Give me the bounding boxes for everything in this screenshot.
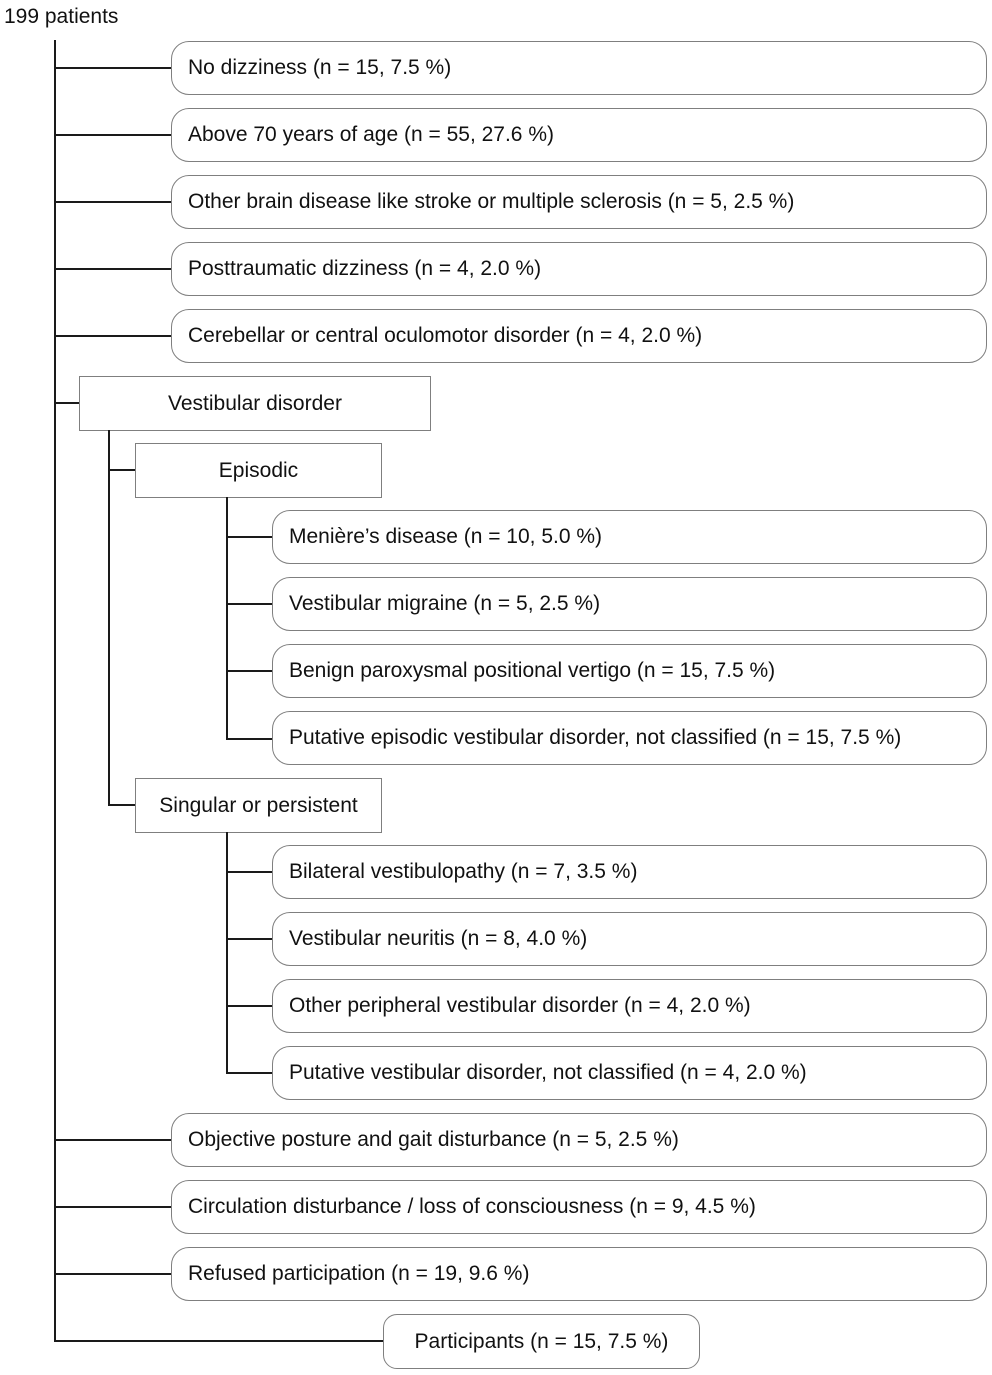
participants-box: Participants (n = 15, 7.5 %): [383, 1314, 700, 1369]
connector-line: [226, 938, 273, 940]
connector-line: [54, 1206, 172, 1208]
episodic-trunk-line: [226, 497, 228, 740]
connector-line: [226, 1005, 273, 1007]
outcome-no-dizziness: No dizziness (n = 15, 7.5 %): [171, 41, 987, 95]
episodic-vestibular-migraine: Vestibular migraine (n = 5, 2.5 %): [272, 577, 987, 631]
connector-line: [108, 469, 136, 471]
outcome-above-70: Above 70 years of age (n = 55, 27.6 %): [171, 108, 987, 162]
episodic-box: Episodic: [135, 443, 382, 498]
vestibular-trunk-line: [108, 430, 110, 806]
connector-line: [226, 738, 273, 740]
outcome-refused: Refused participation (n = 19, 9.6 %): [171, 1247, 987, 1301]
connector-line: [54, 402, 80, 404]
connector-line: [54, 201, 172, 203]
persistent-putative: Putative vestibular disorder, not classified (n = 4, 2.0 %): [272, 1046, 987, 1100]
connector-line: [226, 670, 273, 672]
root-label: 199 patients: [4, 5, 119, 28]
persistent-other-peripheral: Other peripheral vestibular disorder (n = 4, 2.0 %): [272, 979, 987, 1033]
episodic-putative: Putative episodic vestibular disorder, not classified (n = 15, 7.5 %): [272, 711, 987, 765]
connector-line: [108, 804, 136, 806]
persistent-neuritis: Vestibular neuritis (n = 8, 4.0 %): [272, 912, 987, 966]
persistent-bilateral: Bilateral vestibulopathy (n = 7, 3.5 %): [272, 845, 987, 899]
outcome-cerebellar: Cerebellar or central oculomotor disorder (n = 4, 2.0 %): [171, 309, 987, 363]
connector-line: [54, 1273, 172, 1275]
connector-line: [226, 871, 273, 873]
connector-line: [54, 1340, 384, 1342]
connector-line: [226, 1072, 273, 1074]
outcome-circulation: Circulation disturbance / loss of consciousness (n = 9, 4.5 %): [171, 1180, 987, 1234]
outcome-posttraumatic: Posttraumatic dizziness (n = 4, 2.0 %): [171, 242, 987, 296]
persistent-box: Singular or persistent: [135, 778, 382, 833]
connector-line: [54, 268, 172, 270]
outcome-posture-gait: Objective posture and gait disturbance (n = 5, 2.5 %): [171, 1113, 987, 1167]
connector-line: [54, 1139, 172, 1141]
connector-line: [226, 536, 273, 538]
connector-line: [54, 335, 172, 337]
outcome-other-brain-disease: Other brain disease like stroke or multiple sclerosis (n = 5, 2.5 %): [171, 175, 987, 229]
connector-line: [54, 67, 172, 69]
connector-line: [54, 134, 172, 136]
episodic-menieres: Menière’s disease (n = 10, 5.0 %): [272, 510, 987, 564]
vestibular-disorder-box: Vestibular disorder: [79, 376, 431, 431]
main-trunk-line: [54, 40, 56, 1341]
persistent-trunk-line: [226, 832, 228, 1074]
episodic-bppv: Benign paroxysmal positional vertigo (n = 15, 7.5 %): [272, 644, 987, 698]
connector-line: [226, 603, 273, 605]
